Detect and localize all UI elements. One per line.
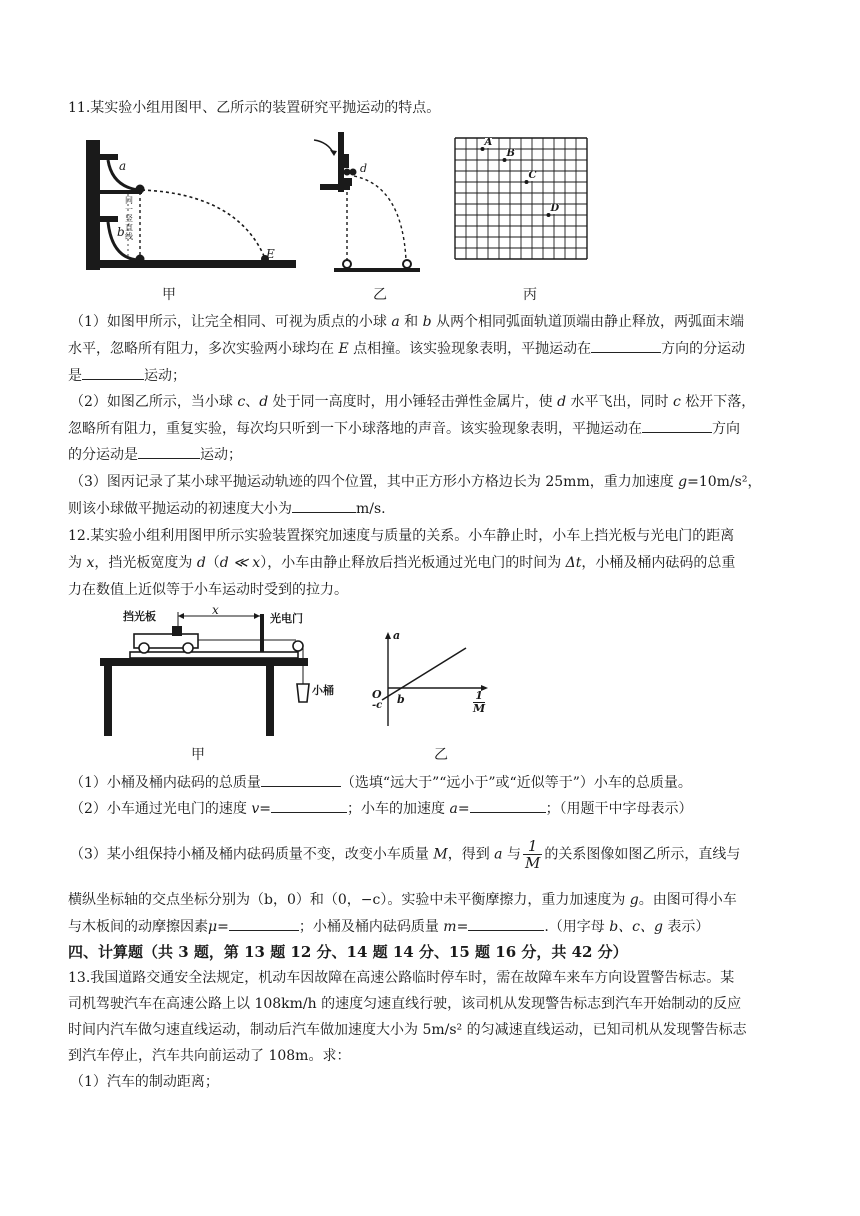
q11-part3-line2: 则该小球做平抛运动的初速度大小为 m/s. [68,498,798,519]
q12-part2-blank2[interactable] [470,798,546,813]
q12-figure-yi [370,630,490,730]
q11-jia-label-e: E [266,247,275,261]
q11-part3-blank[interactable] [292,498,356,513]
q12-yi-label-a: a [393,629,401,642]
q12-jia-caption: 甲 [191,747,205,763]
q11-part1-blank2[interactable] [82,365,144,380]
q12-part3-blank1[interactable] [229,916,299,931]
q11-yi-label-d: d [360,162,368,175]
q13-line1: 13.我国道路交通安全法规定，机动车因故障在高速公路临时停车时，需在故障车来车方向设置警告标志。某 [68,970,735,986]
q11-yi-label-c: c [339,160,346,173]
q11-intro: 11.某实验小组用图甲、乙所示的装置研究平抛运动的特点。 [68,100,441,116]
q11-jia-label-b: b [117,225,125,239]
q12-jia-label-x: x [212,603,219,617]
q11-figure-yi [310,132,420,272]
q13-line3: 时间内汽车做匀速直线运动，制动后汽车做加速度大小为 5m/s² 的匀减速直线运动，已知司机从发现警告标志 [68,1022,747,1038]
q11-part2-line2: 忽略所有阻力，重复实验，每次均只听到一下小球落地的声音。该实验现象表明，平抛运动在 方向 [68,418,798,439]
q11-jia-label-a: a [119,159,127,173]
q12-line2: 为 x，挡光板宽度为 d（d ≪ x），小车由静止释放后挡光板通过光电门的时间为 Δt，小桶及桶内砝码的总重 [68,555,736,571]
grid-point-label-A: A [484,137,493,148]
q11-figure-bing-labels [455,138,605,270]
q13-line4: 到汽车停止，汽车共向前运动了 108m。求： [68,1048,351,1064]
q11-jia-vertical-text: 同 一 竖 直 线 [125,196,133,241]
q12-part3-line2: 横纵坐标轴的交点坐标分别为（b，0）和（0，−c）。实验中未平衡摩擦力，重力加速度为 g。由图可得小车 [68,892,737,908]
q11-part2-line1: （2）如图乙所示，当小球 c、d 处于同一高度时，用小锤轻击弹性金属片，使 d 水平飞出，同时 c 松开下落， [70,394,756,410]
grid-point-label-D: D [550,203,560,214]
q12-jia-label-gate: 光电门 [270,612,303,625]
q11-bing-caption: 丙 [523,287,537,303]
grid-point-label-C: C [528,170,537,181]
q12-part2: （2）小车通过光电门的速度 v= ；小车的加速度 a= ；（用题干中字母表示） [70,798,800,819]
q12-part1-blank[interactable] [261,772,341,787]
q11-part3-line1: （3）图丙记录了某小球平抛运动轨迹的四个位置，其中正方形小方格边长为 25mm，重力加速度 g=10m/s²， [70,474,762,490]
q12-yi-label-o: O [372,688,382,701]
q12-part3-blank2[interactable] [468,916,544,931]
q12-part2-blank1[interactable] [271,798,347,813]
q12-yi-caption: 乙 [434,747,448,763]
grid-point-label-B: B [506,148,515,159]
q11-yi-caption: 乙 [373,287,387,303]
q12-part3-line1: （3）某小组保持小桶及桶内砝码质量不变，改变小车质量 M，得到 a 与 $\frac{1}{M}$ 的关系图像如图乙所示，直线与 [70,837,741,872]
q11-part1-line3: 是 运动； [68,365,798,386]
q12-line3: 力在数值上近似等于小车运动时受到的拉力。 [68,582,348,598]
q13-line2: 司机驾驶汽车在高速公路上以 108km/h 的速度匀速直线行驶，该司机从发现警告标志到汽车开始制动的反应 [68,996,742,1012]
q11-part1-blank1[interactable] [591,338,661,353]
q11-part1-line2: 水平，忽略所有阻力，多次实验两小球均在 E 点相撞。该实验现象表明，平抛运动在 方向的分运动 [68,338,798,359]
q11-part2-line3: 的分运动是 运动； [68,444,798,465]
section4-heading: 四、计算题（共 3 题，第 13 题 12 分、14 题 14 分、15 题 16 分，共 42 分） [68,943,628,961]
q11-figure-jia [86,134,296,274]
q12-part3-line3: 与木板间的动摩擦因素μ= ；小桶及桶内砝码质量 m= .（用字母 b、c、g 表示） [68,916,798,937]
q12-part1: （1）小桶及桶内砝码的总质量 （选填“远大于”“远小于”或“近似等于”）小车的总质量。 [70,772,800,793]
q11-part2-blank1[interactable] [642,418,712,433]
q12-jia-label-board: 挡光板 [123,610,156,623]
q12-yi-xlabel: 1 M [473,689,486,715]
q11-part2-blank2[interactable] [138,444,200,459]
q12-yi-label-b: b [397,693,405,706]
q13-part1: （1）汽车的制动距离； [70,1074,219,1090]
q11-part1-line1: （1）如图甲所示，让完全相同、可视为质点的小球 a 和 b 从两个相同弧面轨道顶端由静止释放，两弧面末端 [70,314,745,330]
q12-jia-label-bucket: 小桶 [312,684,334,697]
q12-yi-label-c: -c [372,700,383,711]
q12-line1: 12.某实验小组利用图甲所示实验装置探究加速度与质量的关系。小车静止时，小车上挡光板与光电门的距离 [68,528,735,544]
q12-figure-jia [96,608,316,738]
q11-jia-caption: 甲 [162,287,176,303]
q12-part3-fraction: $\frac{1}{M}$ [524,837,541,872]
